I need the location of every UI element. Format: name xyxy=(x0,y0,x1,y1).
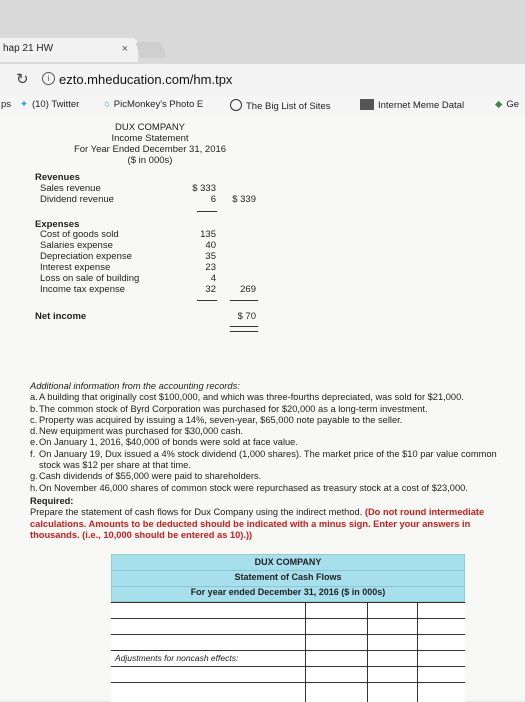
cash-flow-input-row[interactable] xyxy=(111,618,465,634)
cash-flow-statement xyxy=(111,554,465,702)
net-income-label: Net income xyxy=(35,311,87,322)
expense-amount: 135 xyxy=(200,229,216,240)
item-letter: a. xyxy=(30,392,38,403)
additional-info-intro: Additional information from the accounting records: xyxy=(30,381,240,391)
required-instructions: (Do not round intermediate calculations. Amounts to be deducted should be indicated with a minus sign. Enter your answers in thousands. (i.e., 10,000 should be entered as 10).)) xyxy=(30,507,485,540)
cash-flow-header xyxy=(111,554,465,602)
bookmark-big-list[interactable] xyxy=(230,99,330,112)
expense-label: Loss on sale of building xyxy=(40,273,140,284)
browser-tab[interactable] xyxy=(0,38,138,62)
bookmark-twitter[interactable] xyxy=(20,99,79,110)
item-letter: h. xyxy=(30,482,38,493)
tab-title: hap 21 HW xyxy=(3,43,54,54)
list-item xyxy=(30,449,510,472)
cash-flow-period: For year ended December 31, 2016 ($ in 000s) xyxy=(190,587,386,597)
item-letter: g. xyxy=(30,471,38,482)
header-divider xyxy=(112,570,464,571)
bookmark-label: The Big List of Sites xyxy=(246,101,331,112)
revenues-heading: Revenues xyxy=(35,172,80,183)
bookmark-label: Ge xyxy=(506,99,519,110)
item-text: On January 19, Dux issued a 4% stock dividend (1,000 shares). The market price of the $10 par value common stock was $12 per share at that time. xyxy=(39,448,497,471)
column-divider xyxy=(305,602,306,702)
tab-bar xyxy=(0,0,525,64)
header-divider xyxy=(112,586,464,587)
bookmarks-bar xyxy=(0,94,525,117)
bookmark-apps[interactable] xyxy=(1,99,11,110)
reload-icon[interactable]: ↻ xyxy=(16,71,29,88)
dividend-revenue-label: Dividend revenue xyxy=(40,194,114,205)
meme-icon xyxy=(360,99,374,110)
net-income-amount: $ 70 xyxy=(237,311,256,322)
double-rule xyxy=(230,326,258,332)
expense-amount: 23 xyxy=(205,262,216,273)
statement-units: ($ in 000s) xyxy=(127,155,173,166)
required-heading: Required: xyxy=(30,496,74,506)
globe-icon xyxy=(230,99,242,111)
expenses-total: 269 xyxy=(240,284,256,295)
additional-info-list xyxy=(30,392,510,494)
required-prompt: Prepare the statement of cash flows for Dux Company using the indirect method. xyxy=(30,507,363,518)
item-letter: f. xyxy=(30,448,36,459)
list-item xyxy=(30,415,510,426)
picmonkey-icon: ○ xyxy=(104,99,110,110)
cash-flow-input-row[interactable] xyxy=(111,682,465,698)
company-name: DUX COMPANY xyxy=(114,122,186,133)
expense-label: Depreciation expense xyxy=(40,251,132,262)
expense-label: Salaries expense xyxy=(40,240,113,251)
adjustments-label: Adjustments for noncash effects: xyxy=(115,653,239,663)
item-text: Property was acquired by issuing a 14%, seven-year, $65,000 note payable to the seller. xyxy=(39,414,403,425)
item-text: A building that originally cost $100,000, and which was three-fourths depreciated, was sold for $21,000. xyxy=(39,392,464,403)
bookmark-label: Internet Meme Datal xyxy=(378,100,465,111)
rule xyxy=(197,300,217,301)
item-text: On January 1, 2016, $40,000 of bonds were sold at face value. xyxy=(39,437,298,448)
required-section xyxy=(30,496,500,541)
dividend-revenue-amount: 6 xyxy=(210,194,216,205)
expense-amount: 35 xyxy=(205,251,216,262)
bookmark-label: ps xyxy=(1,99,12,110)
list-item xyxy=(30,483,510,494)
bookmark-label: PicMonkey's Photo E xyxy=(113,99,204,110)
column-divider xyxy=(367,602,368,702)
statement-title: Income Statement xyxy=(111,133,189,144)
bookmark-meme[interactable] xyxy=(360,99,464,111)
item-letter: d. xyxy=(30,426,38,437)
income-statement xyxy=(30,116,270,322)
expenses-heading: Expenses xyxy=(35,219,80,230)
statement-period: For Year Ended December 31, 2016 xyxy=(73,144,227,155)
sales-revenue-amount: $ 333 xyxy=(192,183,216,194)
list-item xyxy=(30,404,510,415)
twitter-icon: ✦ xyxy=(20,99,28,110)
expense-amount: 40 xyxy=(205,240,216,251)
expense-amount: 32 xyxy=(205,284,216,295)
item-text: On November 46,000 shares of common stock were repurchased as treasury stock at a cost of $23,000. xyxy=(39,482,468,493)
bookmark-ge[interactable] xyxy=(495,99,519,110)
cash-flow-title: Statement of Cash Flows xyxy=(234,572,342,582)
expense-label: Income tax expense xyxy=(40,284,126,295)
list-item xyxy=(30,426,510,437)
url-text[interactable]: ezto.mheducation.com/hm.tpx xyxy=(59,72,233,87)
site-info-icon[interactable]: i xyxy=(42,72,55,85)
sales-revenue-label: Sales revenue xyxy=(40,183,101,194)
expense-amount: 4 xyxy=(210,273,216,284)
expense-label: Cost of goods sold xyxy=(40,229,119,240)
close-tab-icon[interactable]: × xyxy=(121,43,128,55)
page-content xyxy=(0,116,525,700)
income-statement-header xyxy=(30,116,270,166)
rule xyxy=(230,300,258,301)
item-text: The common stock of Byrd Corporation was purchased for $20,000 as a long-term investment. xyxy=(39,403,428,414)
list-item xyxy=(30,437,510,448)
list-item xyxy=(30,392,510,403)
cash-flow-input-row[interactable] xyxy=(111,634,465,650)
new-tab-button[interactable] xyxy=(135,42,166,58)
column-divider xyxy=(417,602,418,702)
expense-label: Interest expense xyxy=(40,262,111,273)
revenues-total: $ 339 xyxy=(232,194,256,205)
item-text: New equipment was purchased for $30,000 cash. xyxy=(39,426,244,437)
cash-flow-input-row[interactable] xyxy=(111,602,465,618)
item-letter: e. xyxy=(30,437,38,448)
cash-flow-grid xyxy=(111,602,465,702)
ge-icon: ◆ xyxy=(495,99,503,110)
rule xyxy=(197,211,217,212)
cash-flow-company: DUX COMPANY xyxy=(254,557,322,567)
address-bar xyxy=(0,64,525,94)
cash-flow-input-row[interactable] xyxy=(111,666,465,682)
required-text xyxy=(30,507,500,541)
item-letter: b. xyxy=(30,403,38,414)
item-text: Cash dividends of $55,000 were paid to shareholders. xyxy=(39,471,262,482)
bookmark-picmonkey[interactable] xyxy=(104,99,203,110)
item-letter: c. xyxy=(30,414,38,425)
list-item xyxy=(30,471,510,482)
bookmark-label: (10) Twitter xyxy=(31,99,80,110)
additional-information xyxy=(30,381,510,494)
adjustments-row xyxy=(111,650,465,666)
